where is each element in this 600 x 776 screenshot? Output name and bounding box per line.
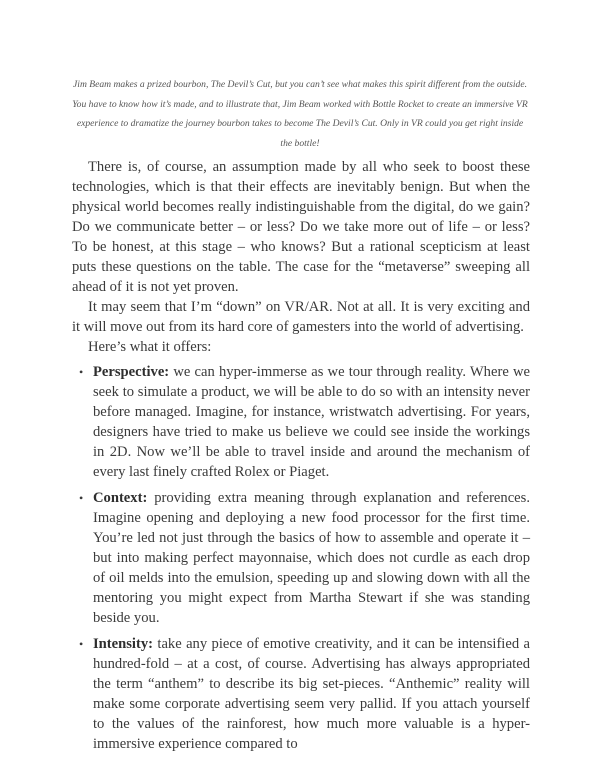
list-item-term: Context: [93, 490, 155, 506]
bullet-list [72, 362, 530, 754]
list-item-term: Perspective: [93, 364, 174, 380]
bullet-icon: • [79, 491, 84, 505]
paragraph: It may seem that I’m “down” on VR/AR. Not at all. It is very exciting and it will move out from its hard core of gamesters into the world of advertising. [72, 299, 530, 335]
paragraph: Here’s what it offers: [88, 339, 212, 355]
list-item-term: Intensity: [93, 636, 158, 652]
body-text [72, 157, 530, 760]
image-caption: Jim Beam makes a prized bourbon, The Devil’s Cut, but you can’t see what makes this spirit different from the outside. You have to know how it’s made, and to illustrate that, Jim Beam worked with Bottle Rocket to create an immersive VR experience to dramatize the journey bourbon takes to become The Devil’s Cut. Only in VR could you get right inside the bottle! [72, 79, 528, 149]
bullet-icon: • [79, 365, 84, 379]
paragraph: There is, of course, an assumption made by all who seek to boost these technologies, which is that their effects are inevitably benign. But when the physical world becomes really indistinguishable from the digital, do we gain? Do we communicate better – or less? Do we take more out of life – or less? To be honest, at this stage – who knows? But a rational scepticism at least puts these questions on the table. The case for the “metaverse” sweeping all ahead of it is not yet proven. [72, 159, 530, 295]
list-item [79, 362, 530, 482]
list-item-text: take any piece of emotive creativity, and it can be intensified a hundred-fold – at a cost, of course. Advertising has always appropriated the term “anthem” to describe its big set-pieces. “Anthemic” reality will make some corporate advertising seem very pallid. If you attach yourself to the values of the rainforest, how much more valuable is a hyper-immersive experience compared to [93, 636, 530, 752]
list-item [79, 488, 530, 628]
list-item-text: providing extra meaning through explanation and references. Imagine opening and deploying a new food processor for the first time. You’re led not just through the basics of how to assemble and operate it – but into making perfect mayonnaise, which does not curdle as each drop of oil melds into the emulsion, speeding up and slowing down with all the mentoring you might expect from Martha Stewart if she was standing beside you. [93, 490, 530, 626]
list-item [79, 634, 530, 754]
bullet-icon: • [79, 637, 84, 651]
list-item-text: we can hyper-immerse as we tour through reality. Where we seek to simulate a product, we will be able to do so with an intensity never before managed. Imagine, for instance, wristwatch advertising. For years, designers have tried to make us believe we could see inside the workings in 2D. Now we’ll be able to travel inside and around the mechanism of every last finely crafted Rolex or Piaget. [93, 364, 530, 480]
